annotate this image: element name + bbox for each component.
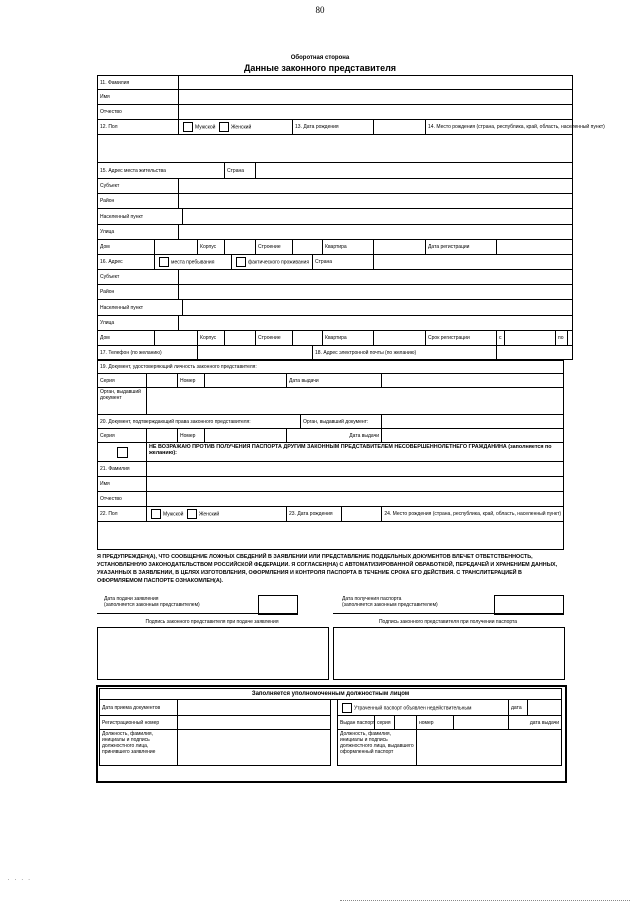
stay-house-field[interactable] [155, 331, 198, 346]
name-field[interactable] [179, 90, 573, 105]
stay-checkbox[interactable] [159, 257, 169, 267]
residence-house-label: Дом [98, 240, 155, 255]
second-surname-label: 21. Фамилия [98, 462, 147, 477]
residence-reg-date-label: Дата регистрации [426, 240, 497, 255]
documents-table [97, 360, 564, 550]
second-name-field[interactable] [147, 477, 564, 492]
second-birth-date-label: 23. Дата рождения [287, 507, 342, 522]
second-sex-label: 22. Пол [98, 507, 147, 522]
reg-period-from-field[interactable] [505, 331, 556, 346]
issuer-label: Должность, фамилия, инициалы и подпись должностного лица, выдавшего оформленный паспорт [338, 730, 417, 766]
issued-date-label: дата выдачи [509, 716, 562, 730]
second-surname-field[interactable] [147, 462, 564, 477]
page-number: 80 [315, 5, 325, 15]
second-birth-date-field[interactable] [342, 507, 382, 522]
actual-residence-checkbox[interactable] [236, 257, 246, 267]
residence-structure-field[interactable] [293, 240, 323, 255]
stay-street-field[interactable] [179, 316, 573, 331]
footer-rule [340, 900, 630, 901]
reg-period-to-field[interactable] [568, 331, 573, 346]
residence-address-label: 15. Адрес места жительства [98, 163, 225, 179]
second-name-label: Имя [98, 477, 147, 492]
stay-subject-field[interactable] [179, 270, 573, 285]
female-checkbox[interactable] [219, 122, 229, 132]
issued-series-field[interactable] [395, 716, 417, 730]
lost-date-label: дата [509, 700, 528, 716]
identity-doc-label: 19. Документ, удостоверяющий личность законного представителя: [98, 361, 564, 374]
surname-field[interactable] [179, 76, 573, 90]
page-subtitle: Оборотная сторона [290, 55, 350, 61]
second-male-label: Мужской [163, 511, 184, 518]
stay-address-label: 16. Адрес [98, 255, 155, 270]
identity-number-field[interactable] [205, 374, 287, 388]
rights-issuer-field[interactable] [382, 415, 564, 429]
sex-label: 12. Пол [98, 120, 179, 135]
stay-structure-label: Строение [256, 331, 293, 346]
reg-period-label: Срок регистрации [426, 331, 497, 346]
official-gap [331, 716, 338, 730]
official-section-table [99, 688, 562, 766]
patronymic-label: Отчество [98, 105, 179, 120]
second-sex-options [147, 507, 287, 522]
residence-country-field[interactable] [256, 163, 573, 179]
phone-label: 17. Телефон (по желанию) [98, 346, 198, 360]
residence-locality-label: Населенный пункт [98, 209, 183, 225]
stay-apartment-field[interactable] [374, 331, 426, 346]
name-label: Имя [98, 90, 179, 105]
stay-district-field[interactable] [179, 285, 573, 300]
rights-issuer-label: Орган, выдавший документ: [301, 415, 382, 429]
residence-building-label: Корпус [198, 240, 225, 255]
stay-option [155, 255, 232, 270]
residence-house-field[interactable] [155, 240, 198, 255]
reg-period-from-label: с [497, 331, 505, 346]
rights-number-label: Номер [178, 429, 205, 443]
footer-marks: . . . . [8, 876, 32, 882]
submission-signature-label: Подпись законного представителя при подаче заявления [145, 619, 279, 625]
receipt-date-label [342, 596, 438, 608]
representative-data-table [97, 75, 605, 360]
consent-checkbox[interactable] [117, 447, 128, 458]
stay-country-field[interactable] [374, 255, 573, 270]
lost-date-field[interactable] [528, 700, 562, 716]
sex-options [179, 120, 293, 135]
phone-field[interactable] [198, 346, 313, 360]
residence-subject-label: Субъект [98, 179, 179, 194]
identity-series-field[interactable] [147, 374, 178, 388]
receipt-date-field[interactable] [494, 595, 564, 615]
accept-date-field[interactable] [178, 700, 331, 716]
second-female-label: Женский [198, 511, 220, 518]
acceptor-field[interactable] [178, 730, 331, 766]
second-birth-place-label: 24. Место рождения (страна, республика, край, область, населенный пункт) [382, 507, 564, 522]
identity-issue-date-field[interactable] [382, 374, 564, 388]
stay-structure-field[interactable] [293, 331, 323, 346]
lost-passport-cell [338, 700, 509, 716]
official-gap [331, 700, 338, 716]
male-checkbox[interactable] [183, 122, 193, 132]
receipt-signature-label: Подпись законного представителя при получении паспорта [378, 619, 518, 625]
stay-street-label: Улица [98, 316, 179, 331]
reg-number-field[interactable] [178, 716, 331, 730]
official-gap [331, 730, 338, 766]
consent-text: НЕ ВОЗРАЖАЮ ПРОТИВ ПОЛУЧЕНИЯ ПАСПОРТА ДРУГИМ ЗАКОННЫМ ПРЕДСТАВИТЕЛЕМ НЕСОВЕРШЕННОЛЕТНЕГО ГРАЖДАНИНА (заполняется по желанию): [147, 443, 564, 462]
residence-reg-date-field[interactable] [497, 240, 573, 255]
stay-district-label: Район [98, 285, 179, 300]
rights-doc-label: 20. Документ, подтверждающий права законного представителя: [98, 415, 301, 429]
birth-place-field[interactable] [98, 135, 573, 163]
issued-passport-label: Выдан паспорт [338, 716, 375, 730]
issued-number-field[interactable] [454, 716, 509, 730]
receipt-date-underline [333, 613, 563, 614]
lost-passport-label: Утраченный паспорт объявлен недействительным [354, 704, 472, 711]
stay-building-field[interactable] [225, 331, 256, 346]
page-title: Данные законного представителя [243, 63, 397, 73]
identity-issuer-label: Орган, выдавший документ [98, 388, 147, 415]
issued-series-label: серия [375, 716, 395, 730]
residence-country-label: Страна [225, 163, 256, 179]
accept-date-label: Дата приема документов [100, 700, 178, 716]
identity-issuer-field[interactable] [147, 388, 564, 415]
second-female-checkbox[interactable] [187, 509, 197, 519]
male-label: Мужской [195, 124, 216, 131]
birth-date-label: 13. Дата рождения [293, 120, 374, 135]
second-male-checkbox[interactable] [151, 509, 161, 519]
rights-series-label: Серия [98, 429, 147, 443]
acceptor-label: Должность, фамилия, инициалы и подпись должностного лица, принявшего заявление [100, 730, 178, 766]
identity-number-label: Номер [178, 374, 205, 388]
identity-series-label: Серия [98, 374, 147, 388]
stay-building-label: Корпус [198, 331, 225, 346]
lost-passport-checkbox[interactable] [342, 703, 352, 713]
email-field[interactable] [497, 346, 573, 360]
submission-date-label [104, 596, 200, 608]
residence-street-field[interactable] [179, 225, 573, 240]
residence-street-label: Улица [98, 225, 179, 240]
residence-subject-field[interactable] [179, 179, 573, 194]
second-patronymic-field[interactable] [147, 492, 564, 507]
identity-issue-date-label: Дата выдачи [287, 374, 382, 388]
residence-apartment-label: Квартира [323, 240, 374, 255]
rights-issue-date-label: Дата выдачи [287, 429, 382, 443]
residence-structure-label: Строение [256, 240, 293, 255]
issued-number-label: номер [417, 716, 454, 730]
stay-locality-label: Населенный пункт [98, 300, 183, 316]
rights-series-field[interactable] [147, 429, 178, 443]
submission-date-note: (заполняется законным представителем) [104, 602, 200, 608]
email-label: 18. Адрес электронной почты (по желанию) [313, 346, 497, 360]
submission-date-underline [97, 613, 297, 614]
residence-apartment-field[interactable] [374, 240, 426, 255]
consent-checkbox-cell [98, 443, 147, 462]
reg-period-to-label: по [556, 331, 568, 346]
surname-label: 11. Фамилия [98, 76, 179, 90]
submission-date-title: Дата подачи заявления [104, 596, 159, 602]
second-patronymic-label: Отчество [98, 492, 147, 507]
receipt-date-note: (заполняется законным представителем) [342, 602, 438, 608]
submission-date-field[interactable] [258, 595, 298, 615]
stay-house-label: Дом [98, 331, 155, 346]
patronymic-field[interactable] [179, 105, 573, 120]
submission-signature-box[interactable] [97, 627, 329, 680]
receipt-date-title: Дата получения паспорта [342, 596, 402, 602]
stay-subject-label: Субъект [98, 270, 179, 285]
rights-number-field[interactable] [205, 429, 287, 443]
stay-apartment-label: Квартира [323, 331, 374, 346]
official-header: Заполняется уполномоченным должностным лицом [100, 689, 562, 700]
birth-date-field[interactable] [374, 120, 426, 135]
stay-country-label: Страна [313, 255, 374, 270]
stay-label: места пребывания [171, 259, 215, 266]
stay-locality-field[interactable] [183, 300, 573, 316]
second-birth-place-field[interactable] [98, 522, 564, 550]
liability-warning: Я ПРЕДУПРЕЖДЕН(А), ЧТО СООБЩЕНИЕ ЛОЖНЫХ СВЕДЕНИЙ В ЗАЯВЛЕНИИ ИЛИ ПРЕДСТАВЛЕНИЕ ПОДДЕЛЬНЫХ ДОКУМЕНТОВ ВЛЕЧЕТ ОТВЕТСТВЕННОСТЬ, УСТАНОВЛЕННУЮ ЗАКОНОДАТЕЛЬСТВОМ РОССИЙСКОЙ ФЕДЕРАЦИИ. Я СОГЛАСЕН(НА) С АВТОМАТИЗИРОВАННОЙ ОБРАБОТКОЙ, ПЕРЕДАЧЕЙ И ХРАНЕНИЕМ ДАННЫХ, УКАЗАННЫХ В ЗАЯВЛЕНИИ, В ЦЕЛЯХ ИЗГОТОВЛЕНИЯ, ОФОРМЛЕНИЯ И КОНТРОЛЯ ПАСПОРТА В ТЕЧЕНИЕ СРОКА ЕГО ДЕЙСТВИЯ. С ТРАНСЛИТЕРАЦИЕЙ В ОФОРМЛЯЕМОМ ПАСПОРТЕ ОЗНАКОМЛЕН(А). [97, 554, 558, 584]
receipt-signature-box[interactable] [333, 627, 565, 680]
reg-number-label: Регистрационный номер [100, 716, 178, 730]
residence-district-label: Район [98, 194, 179, 209]
residence-locality-field[interactable] [183, 209, 573, 225]
residence-district-field[interactable] [179, 194, 573, 209]
issuer-field[interactable] [417, 730, 562, 766]
actual-residence-label: фактического проживания [248, 259, 310, 266]
rights-issue-date-field[interactable] [382, 429, 564, 443]
female-label: Женский [230, 124, 252, 131]
birth-place-label: 14. Место рождения (страна, республика, край, область, населенный пункт) [426, 120, 573, 135]
residence-building-field[interactable] [225, 240, 256, 255]
actual-option [232, 255, 313, 270]
